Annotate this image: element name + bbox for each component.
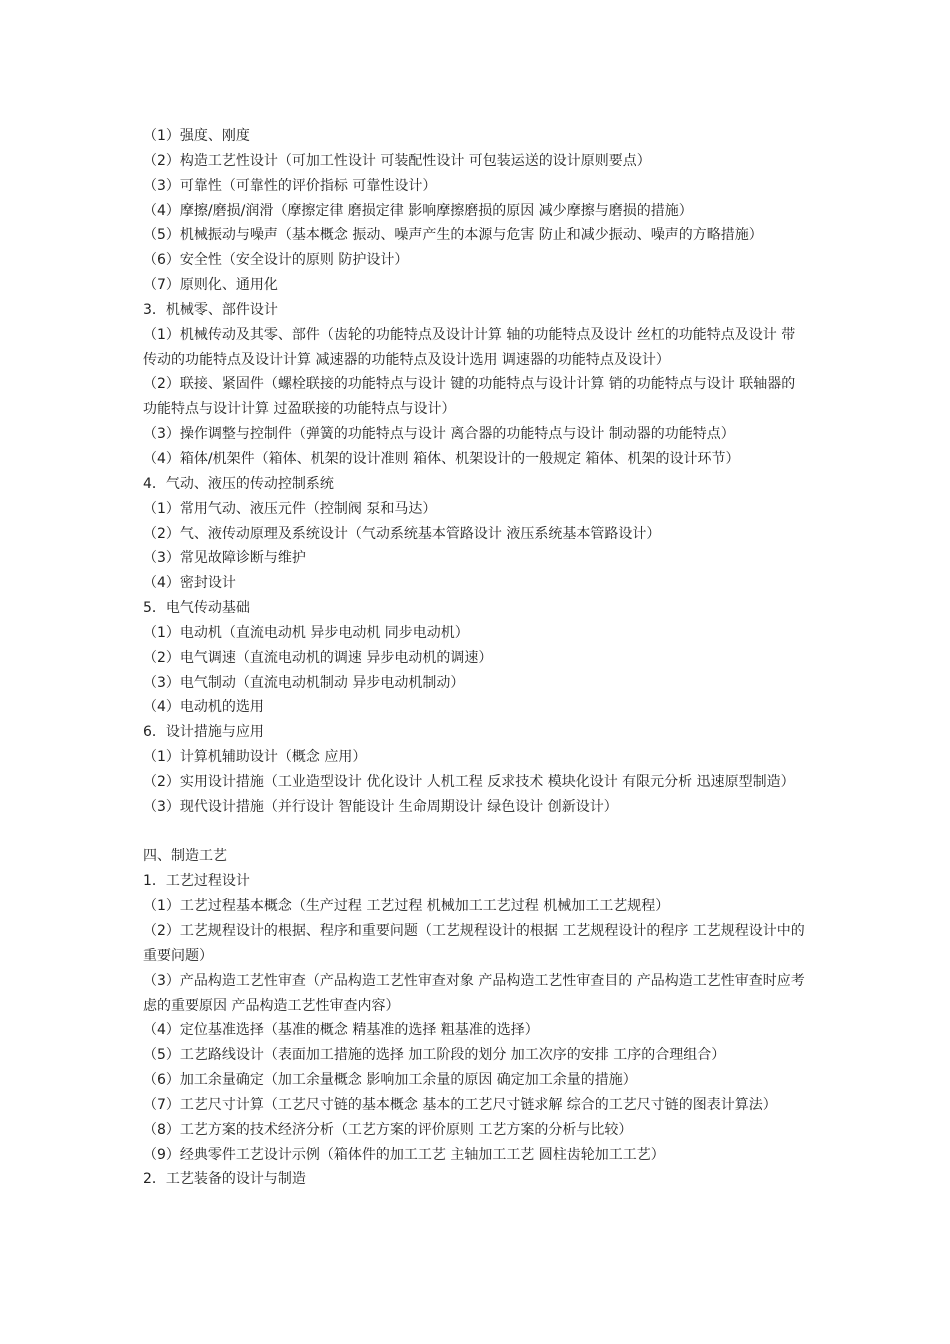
text-line: 四、制造工艺 <box>143 848 227 865</box>
text-line: （1）电动机（直流电动机 异步电动机 同步电动机） <box>143 624 469 641</box>
text-line: （1）机械传动及其零、部件（齿轮的功能特点及设计计算 轴的功能特点及设计 丝杠的功能特点及设计 带传动的功能特点及设计计算 减速器的功能特点及设计选用 调速器的功能特点及设计） <box>143 326 796 368</box>
text-line: （4）定位基准选择（基准的概念 精基准的选择 粗基准的选择） <box>143 1022 539 1039</box>
text-line: （2）构造工艺性设计（可加工性设计 可装配性设计 可包装运送的设计原则要点） <box>143 152 651 169</box>
text-line: （3）电气制动（直流电动机制动 异步电动机制动） <box>143 674 465 691</box>
text-line: （4）摩擦/磨损/润滑（摩擦定律 磨损定律 影响摩擦磨损的原因 减少摩擦与磨损的措施） <box>143 202 693 219</box>
text-line: （3）可靠性（可靠性的评价指标 可靠性设计） <box>143 177 437 194</box>
text-line: （3）操作调整与控制件（弹簧的功能特点与设计 离合器的功能特点与设计 制动器的功能特点） <box>143 426 735 443</box>
text-line: （2）工艺规程设计的根据、程序和重要问题（工艺规程设计的根据 工艺规程设计的程序 工艺规程设计中的重要问题） <box>143 923 805 964</box>
text-line: （6）加工余量确定（加工余量概念 影响加工余量的原因 确定加工余量的措施） <box>143 1072 637 1089</box>
text-line: （1）强度、刚度 <box>143 128 250 144</box>
text-line: （8）工艺方案的技术经济分析（工艺方案的评价原则 工艺方案的分析与比较） <box>143 1121 633 1138</box>
text-line: （9）经典零件工艺设计示例（箱体件的加工工艺 主轴加工工艺 圆柱齿轮加工工艺） <box>143 1146 665 1163</box>
text-line: （3）现代设计措施（并行设计 智能设计 生命周期设计 绿色设计 创新设计） <box>143 798 618 815</box>
text-line: 1．工艺过程设计 <box>143 873 250 890</box>
text-line: （5）工艺路线设计（表面加工措施的选择 加工阶段的划分 加工次序的安排 工序的合理组合） <box>143 1047 726 1064</box>
document-body <box>143 124 807 1192</box>
text-line: 3．机械零、部件设计 <box>143 301 278 318</box>
text-line: （4）电动机的选用 <box>143 699 264 716</box>
text-line: （1）常用气动、液压元件（控制阀 泵和马达） <box>143 500 437 517</box>
text-line: （4）箱体/机架件（箱体、机架的设计准则 箱体、机架设计的一般规定 箱体、机架的设计环节） <box>143 450 740 467</box>
text-line: 5．电气传动基础 <box>143 600 250 617</box>
text-line: （4）密封设计 <box>143 575 236 592</box>
text-line: （3）产品构造工艺性审查（产品构造工艺性审查对象 产品构造工艺性审查目的 产品构造工艺性审查时应考虑的重要原因 产品构造工艺性审查内容） <box>143 972 805 1014</box>
text-line: （7）工艺尺寸计算（工艺尺寸链的基本概念 基本的工艺尺寸链求解 综合的工艺尺寸链的图表计算法） <box>143 1096 777 1113</box>
text-line: （2）电气调速（直流电动机的调速 异步电动机的调速） <box>143 649 493 666</box>
text-line: （7）原则化、通用化 <box>143 277 278 294</box>
text-line: （5）机械振动与噪声（基本概念 振动、噪声产生的本源与危害 防止和减少振动、噪声的方略措施） <box>143 227 763 244</box>
text-line: （2）实用设计措施（工业造型设计 优化设计 人机工程 反求技术 模块化设计 有限元分析 迅速原型制造） <box>143 773 795 790</box>
text-line: 6．设计措施与应用 <box>143 724 264 741</box>
text-line: （1）工艺过程基本概念（生产过程 工艺过程 机械加工工艺过程 机械加工工艺规程） <box>143 898 670 915</box>
blank-line <box>143 820 807 845</box>
text-line: 2．工艺装备的设计与制造 <box>143 1171 306 1188</box>
text-line: 4．气动、液压的传动控制系统 <box>143 475 334 492</box>
text-line: （1）计算机辅助设计（概念 应用） <box>143 749 367 766</box>
text-line: （2）气、液传动原理及系统设计（气动系统基本管路设计 液压系统基本管路设计） <box>143 525 661 542</box>
text-line: （2）联接、紧固件（螺栓联接的功能特点与设计 键的功能特点与设计计算 销的功能特点与设计 联轴器的功能特点与设计计算 过盈联接的功能特点与设计） <box>143 376 796 418</box>
text-line: （6）安全性（安全设计的原则 防护设计） <box>143 252 409 269</box>
text-line: （3）常见故障诊断与维护 <box>143 550 306 567</box>
